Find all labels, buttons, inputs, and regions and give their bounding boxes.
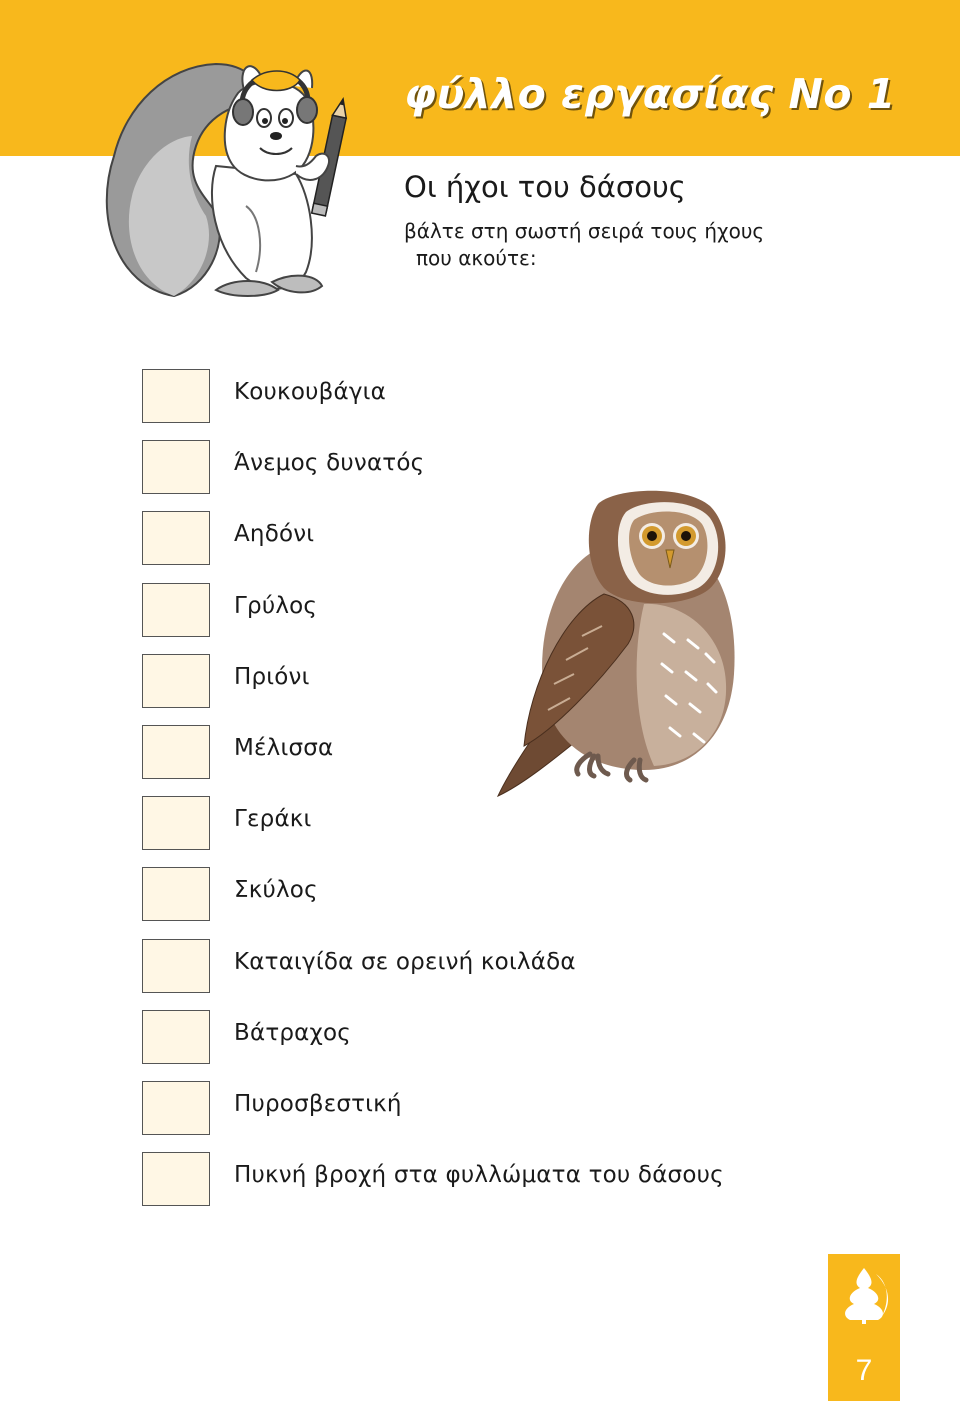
instruction-line-1: βάλτε στη σωστή σειρά τους ήχους (404, 219, 765, 243)
squirrel-mascot-illustration (96, 46, 356, 302)
page-tab (828, 1254, 900, 1401)
order-checkbox[interactable] (142, 939, 210, 993)
owl-illustration (494, 484, 744, 804)
worksheet-subtitle: Οι ήχοι του δάσους (404, 170, 686, 204)
order-checkbox[interactable] (142, 654, 210, 708)
worksheet-instruction (404, 218, 764, 272)
order-checkbox[interactable] (142, 1081, 210, 1135)
sound-label: Κουκουβάγια (234, 379, 386, 405)
page-number: 7 (855, 1354, 873, 1387)
tree-logo-icon (836, 1264, 892, 1326)
sound-label: Άνεμος δυνατός (234, 450, 425, 477)
sound-label: Σκύλος (234, 877, 318, 904)
order-checkbox[interactable] (142, 369, 210, 423)
sound-label: Καταιγίδα σε ορεινή κοιλάδα (234, 948, 576, 975)
order-checkbox[interactable] (142, 867, 210, 921)
instruction-line-2: που ακούτε: (416, 246, 537, 270)
sound-label: Γρύλος (234, 592, 318, 619)
sound-label: Μέλισσα (234, 734, 334, 761)
order-checkbox[interactable] (142, 511, 210, 565)
sound-label: Βάτραχος (234, 1019, 352, 1046)
sound-label: Πριόνι (234, 663, 310, 690)
order-checkbox[interactable] (142, 1152, 210, 1206)
order-checkbox[interactable] (142, 796, 210, 850)
sound-label: Πυροσβεστική (234, 1090, 402, 1117)
order-checkbox[interactable] (142, 583, 210, 637)
order-checkbox[interactable] (142, 440, 210, 494)
order-checkbox[interactable] (142, 1010, 210, 1064)
worksheet-title: φύλλο εργασίας Νο 1 (404, 70, 896, 118)
order-checkbox[interactable] (142, 725, 210, 779)
sound-label: Πυκνή βροχή στα φυλλώματα του δάσους (234, 1162, 724, 1189)
sound-label: Αηδόνι (234, 521, 315, 548)
sound-label: Γεράκι (234, 806, 312, 833)
